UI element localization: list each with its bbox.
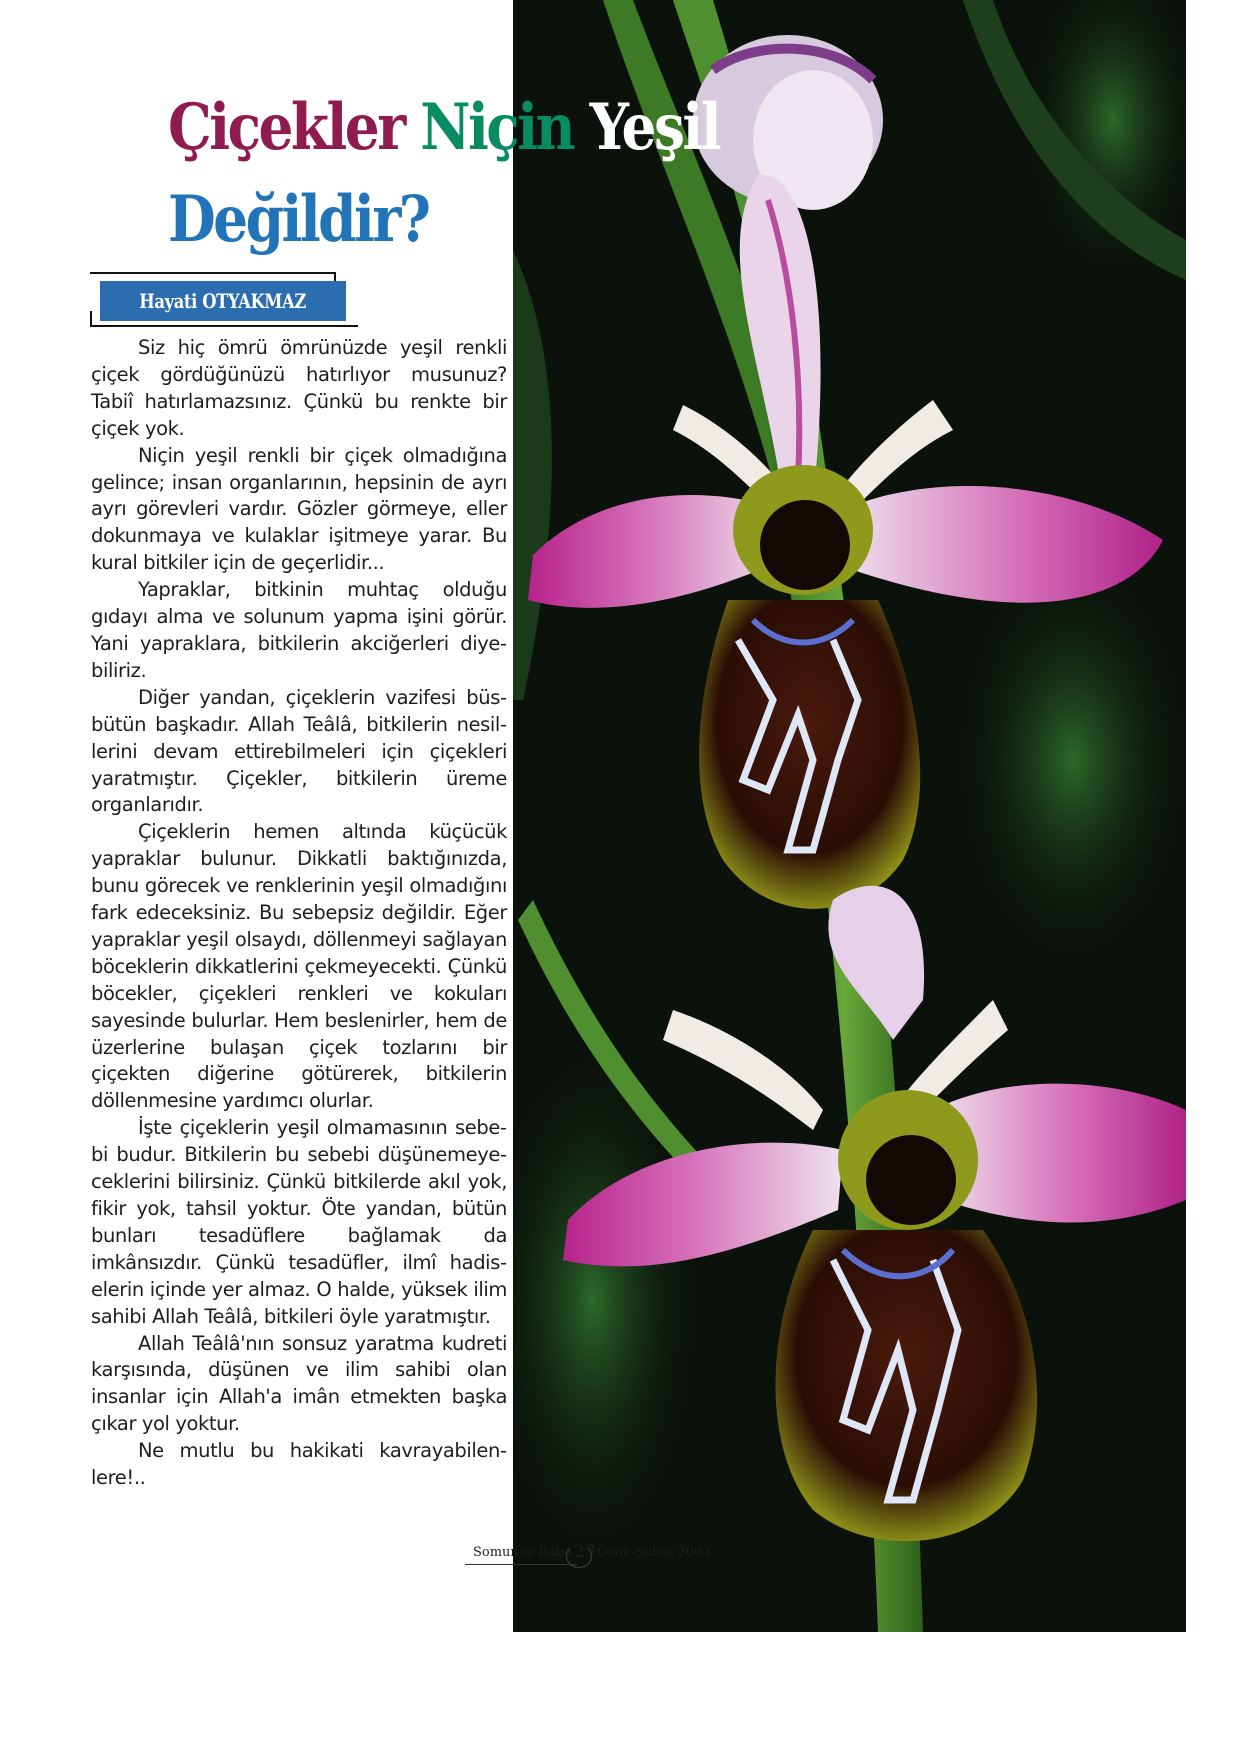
headline-word-yesil: Yeşil <box>589 90 720 165</box>
author-rule-bottom <box>90 325 358 327</box>
paragraph: Allah Teâlâ'nın sonsuz yaratma kudreti karşısında, düşünen ve ilim sahibi olan insanlar için Allah'a imân etmekten başka çıkar yol yoktur. <box>91 1331 507 1436</box>
paragraph: Ne mutlu bu hakikati kavrayabilenlere!.. <box>91 1439 507 1490</box>
headline-word-nicin: Niçin <box>420 90 574 165</box>
footer-rule <box>465 1564 577 1565</box>
headline-line-1 <box>168 82 720 174</box>
paragraph: Çiçeklerin hemen altında küçücük yapraklar bulunur. Dikkatli baktığınızda, bunu görecek ve renklerinin yeşil olmadığını fark edeceksiniz. Bu sebepsiz değildir. Eğer yapraklar yeşil olsaydı, döllenmeyi sağlayan böceklerin dikkatlerini çekmeyecekti. Çünkü böcekler, çiçekleri renkleri ve kokuları sayesinde bulurlar. Hem beslenirler, hem de üzerlerine bulaşan çiçek tozlarını bir çiçekten diğerine götürerek, bitkilerin döllenmesine yardımcı olurlar. <box>91 820 507 1113</box>
author-box <box>100 281 346 321</box>
headline-word-cicekler: Çiçekler <box>168 90 404 165</box>
magazine-name: Somuncu Baba <box>473 1545 572 1560</box>
author-rule-top <box>90 272 336 274</box>
paragraph: Yapraklar, bitkinin muhtaç olduğu gıdayı alma ve solunum yapma işini görür. Yani yapraklara, bitkilerin akciğerleri diyebiliriz. <box>91 578 507 682</box>
paragraph: İşte çiçeklerin yeşil olmamasının sebebi budur. Bitkilerin bu sebebi düşünemeyeceklerini bilirsiniz. Çünkü bitkilerde akıl yok, fikir yok, tahsil yoktur. Öte yandan, bütün bunları tesadüflere bağlamak da imkânsızdır. Çünkü tesadüfler, ilmî hadiselerin içinde yer almaz. O halde, yüksek ilim sahibi Allah Teâlâ, bitkileri öyle yaratmıştır. <box>91 1116 507 1328</box>
article-headline <box>168 82 720 266</box>
paragraph: Niçin yeşil renkli bir çiçek olmadığına gelince; insan organlarının, hepsinin de ayrı ayrı görevleri vardır. Gözler görmeye, eller dokunmaya ve kulaklar işitmeye yarar. Bu kural bitkiler için de geçerlidir... <box>91 443 507 575</box>
paragraph: Diğer yandan, çiçeklerin vazifesi büsbütün başkadır. Allah Teâlâ, bitkilerin nesillerini devam ettirebilmeleri için çiçekleri yaratmıştır. Çiçekler, bitkilerin üreme organlarıdır. <box>91 685 507 817</box>
article-body <box>91 335 507 1492</box>
paragraph: Siz hiç ömrü ömrünüzde yeşil renkli çiçek gördüğünüzü hatırlıyor musunuz? Tabiî hatırlamazsınız. Çünkü bu renkte bir çiçek yok. <box>91 336 507 440</box>
issue-date: Ocak-Şubat 2003 <box>597 1545 711 1560</box>
headline-line-2: Değildir? <box>168 182 429 257</box>
author-name: Hayati OTYAKMAZ <box>139 289 307 313</box>
page-number: 23 <box>574 1542 596 1562</box>
page-footer <box>465 1540 725 1570</box>
